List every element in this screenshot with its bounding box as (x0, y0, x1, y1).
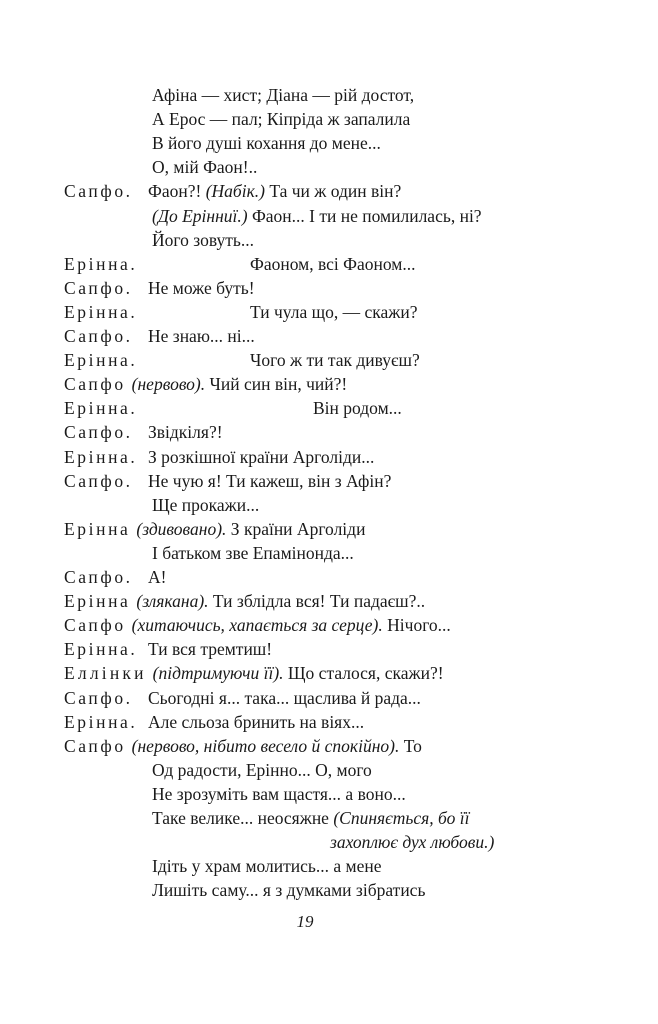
dialogue-text (152, 782, 406, 806)
dialogue-text (148, 420, 223, 444)
speaker-name: Сапфо. (64, 687, 133, 708)
dialogue-line: Сьогодні я... така... щаслива й рада... (148, 687, 421, 708)
text-line (0, 300, 658, 324)
text-line (0, 854, 658, 878)
dialogue-text (136, 517, 365, 541)
dialogue-text (148, 565, 166, 589)
text-line (0, 661, 658, 685)
dialogue-line: В його душі кохання до мене... (152, 133, 381, 154)
text-line (0, 420, 658, 444)
speaker-name: Сапфо. (64, 470, 133, 491)
text-line (0, 878, 658, 902)
text-line (0, 637, 658, 661)
dialogue-text (250, 300, 418, 324)
text-line (0, 758, 658, 782)
stage-direction: (Спиняється, бо її (333, 808, 470, 828)
dialogue-text (148, 710, 364, 734)
dialogue-line: Фаоном, всі Фаоном... (250, 253, 416, 274)
dialogue-line: Що сталося, скажи?! (283, 663, 444, 684)
dialogue-text (330, 830, 494, 854)
dialogue-line: Не знаю... ні... (148, 326, 255, 346)
text-line (0, 589, 658, 613)
stage-direction: (хитаючись, хапається за серце). (131, 615, 383, 636)
text-line (0, 83, 658, 107)
dialogue-text (148, 276, 255, 300)
dialogue-text (152, 155, 257, 179)
stage-direction: (злякана). (136, 591, 209, 612)
dialogue-line: І батьком зве Епамінонда... (152, 542, 354, 563)
speaker-name: Ерінна. (64, 446, 138, 467)
dialogue-line: Афіна — хист; Діана — рій достот, (152, 85, 415, 105)
dialogue-line: О, мій Фаон!.. (152, 157, 258, 178)
dialogue-text (148, 445, 374, 469)
dialogue-text (136, 589, 425, 613)
text-line (0, 469, 658, 493)
speaker-name: Сапфо. (64, 181, 133, 202)
speaker-name: Ерінна (64, 591, 131, 612)
text-line (0, 734, 658, 758)
text-line (0, 565, 658, 589)
dialogue-line: Лишіть саму... я з думками зібратись (152, 880, 426, 901)
text-line (0, 252, 658, 276)
text-line (0, 830, 658, 854)
text-line (0, 324, 658, 348)
dialogue-line: А! (148, 567, 167, 587)
speaker-name: Сапфо. (64, 326, 133, 346)
dialogue-text (152, 758, 372, 782)
stage-direction: (нервово). (131, 374, 206, 395)
stage-direction: захоплює дух любови.) (330, 832, 495, 853)
stage-direction: (підтримуючи її). (152, 663, 284, 684)
speaker-name: Сапфо (64, 735, 126, 756)
dialogue-line: Чого ж ти так дивуєш? (250, 350, 420, 371)
text-line (0, 782, 658, 806)
dialogue-line: Таке велике... неосяжне (152, 808, 334, 828)
dialogue-line: Нічого... (382, 615, 451, 636)
text-line (0, 710, 658, 734)
dialogue-line: Фаон... І ти не помилилась, ні? (247, 205, 482, 226)
dialogue-text (152, 806, 469, 830)
speaker-name: Сапфо. (64, 277, 133, 298)
dialogue-text (148, 324, 255, 348)
speaker-name: Сапфо. (64, 422, 133, 443)
dialogue-line: З розкішної країни Арголіди... (148, 446, 375, 467)
text-line (0, 493, 658, 517)
speaker-name: Ерінна. (64, 301, 138, 322)
dialogue-text (250, 252, 415, 276)
dialogue-line: Не може буть! (148, 277, 255, 298)
text-line (0, 517, 658, 541)
text-line (0, 204, 658, 228)
text-line (0, 155, 658, 179)
dialogue-line: Ти зблідла вся! Ти падаєш?.. (208, 591, 426, 612)
dialogue-text (148, 469, 391, 493)
text-line (0, 228, 658, 252)
speaker-name: Сапфо. (64, 567, 133, 587)
stage-direction: (До Ерінниї.) (152, 205, 248, 226)
text-line (0, 276, 658, 300)
speaker-name: Еллінки (64, 663, 147, 684)
dialogue-line: Не чую я! Ти кажеш, він з Афін? (148, 470, 392, 491)
dialogue-text (132, 372, 348, 396)
dialogue-text (132, 613, 451, 637)
dialogue-line: А Ерос — пал; Кіпріда ж запалила (152, 109, 411, 130)
dialogue-text (148, 637, 272, 661)
dialogue-text (250, 348, 420, 372)
page-number: 19 (296, 912, 314, 931)
dialogue-text (152, 541, 354, 565)
dialogue-text (313, 396, 402, 420)
speaker-name: Ерінна. (64, 350, 138, 371)
dialogue-text (152, 878, 425, 902)
speaker-name: Ерінна. (64, 711, 138, 732)
dialogue-text (152, 131, 381, 155)
speaker-name: Сапфо (64, 615, 126, 636)
dialogue-line: Не зрозуміть вам щастя... а воно... (152, 783, 406, 804)
dialogue-line: Ти вся тремтиш! (148, 639, 273, 660)
dialogue-line: Але сльоза бринить на віях... (148, 711, 365, 732)
text-line (0, 806, 658, 830)
dialogue-text (153, 661, 444, 685)
text-line (0, 613, 658, 637)
speaker-name: Ерінна (64, 518, 131, 539)
dialogue-text (152, 228, 254, 252)
text-line (0, 541, 658, 565)
speaker-name: Ерінна. (64, 398, 138, 419)
dialogue-line: Фаон?! (148, 181, 206, 202)
text-line (0, 686, 658, 710)
dialogue-line: Він родом... (313, 398, 402, 419)
dialogue-text (152, 854, 382, 878)
dialogue-line: Ідіть у храм молитись... а мене (152, 856, 382, 877)
dialogue-line: Його зовуть... (152, 229, 254, 250)
dialogue-line: Од радости, Ерінно... О, мого (152, 759, 372, 780)
dialogue-line: Ти чула що, — скажи? (250, 301, 418, 322)
dialogue-text (148, 686, 421, 710)
text-line (0, 372, 658, 396)
dialogue-text (148, 179, 401, 203)
text-line (0, 179, 658, 203)
dialogue-text (152, 83, 414, 107)
speaker-name: Сапфо (64, 374, 126, 395)
dialogue-line: Звідкіля?! (148, 422, 223, 443)
dialogue-line: Чий син він, чий?! (205, 374, 348, 395)
dialogue-text (132, 734, 422, 758)
text-line (0, 348, 658, 372)
stage-direction: (здивовано). (136, 518, 227, 539)
text-line (0, 396, 658, 420)
text-line (0, 131, 658, 155)
dialogue-text (152, 107, 410, 131)
text-line (0, 107, 658, 131)
dialogue-text (152, 204, 482, 228)
dialogue-line: З країни Арголіди (226, 518, 366, 539)
stage-direction: (Набік.) (205, 181, 265, 202)
stage-direction: (нервово, нібито весело й спокійно). (131, 735, 400, 756)
text-line (0, 445, 658, 469)
dialogue-line: То (399, 735, 422, 756)
dialogue-line: Та чи ж один він? (264, 181, 402, 202)
dialogue-text (152, 493, 259, 517)
dialogue-line: Ще прокажи... (152, 494, 260, 515)
speaker-name: Ерінна. (64, 253, 138, 274)
speaker-name: Ерінна. (64, 639, 138, 660)
